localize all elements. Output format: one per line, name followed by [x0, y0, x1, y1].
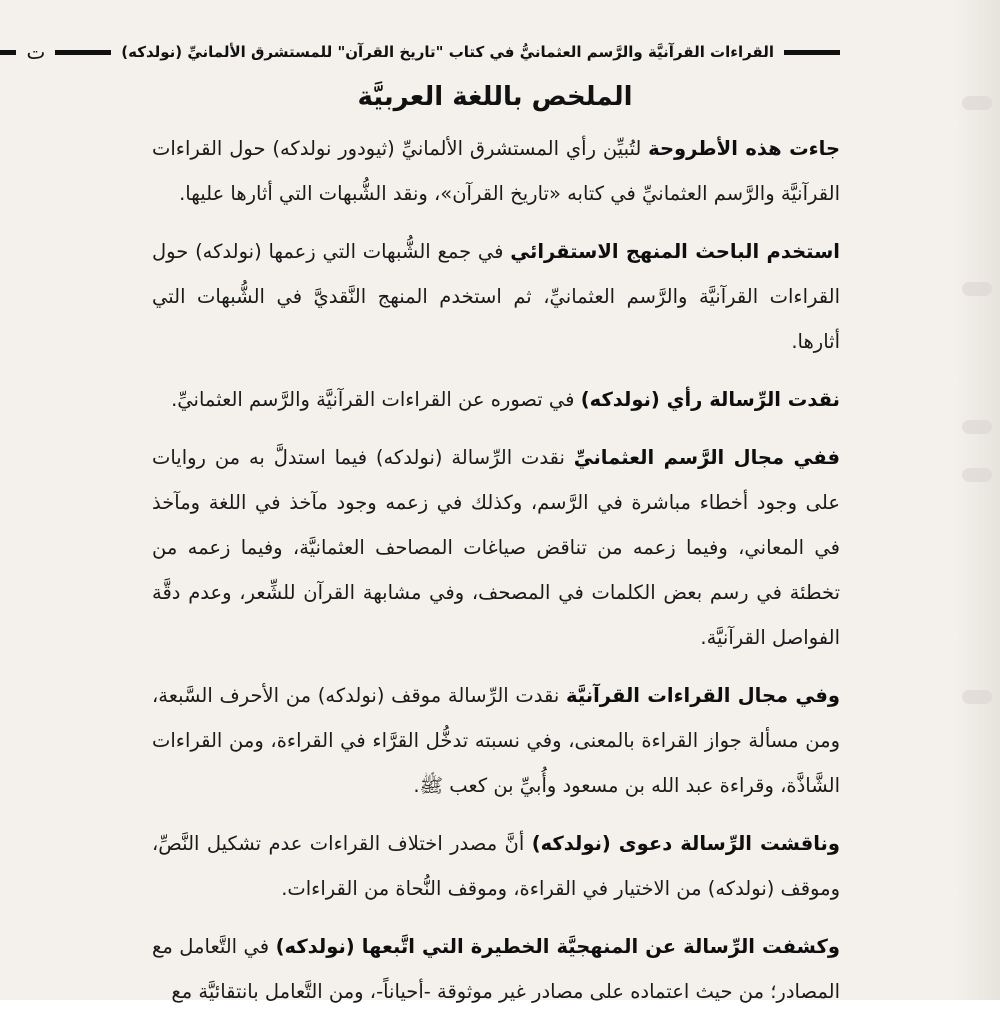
paragraph [152, 229, 840, 364]
paragraph-lead: نقدت الرِّسالة رأي (نولدكه) [580, 388, 840, 411]
paragraph-text: لتُبيِّن رأي المستشرق الألمانيِّ (ثيودور نولدكه) حول القراءات القرآنيَّة والرَّسم العثمانيِّ في كتابه «تاريخ القرآن»، ونقد الشُّبهات التي أثارها عليها. [152, 137, 840, 205]
page-marker: ت [26, 40, 46, 64]
header-rule-right [784, 50, 840, 55]
paragraph [152, 821, 840, 911]
paragraph [152, 126, 840, 216]
paragraph-lead: وناقشت الرِّسالة دعوى (نولدكه) [531, 832, 840, 855]
running-header [26, 38, 840, 66]
paragraph-text: في جمع الشُّبهات التي زعمها (نولدكه) حول القراءات القرآنيَّة والرَّسم العثمانيِّ، ثم استخدم المنهج النَّقديَّ في الشُّبهات التي أثارها. [152, 240, 840, 353]
bleed-mark [962, 420, 992, 434]
paragraph-lead: وفي مجال القراءات القرآنيَّة [566, 684, 840, 707]
bleed-mark [962, 282, 992, 296]
paragraph [152, 377, 840, 422]
paragraph [152, 924, 840, 1014]
paragraph [152, 435, 840, 660]
summary-body [152, 126, 840, 1027]
header-rule-left [0, 50, 16, 55]
bleed-mark [962, 96, 992, 110]
paragraph-lead: ففي مجال الرَّسم العثمانيِّ [573, 446, 840, 469]
facing-page-bleed [954, 0, 1000, 1000]
paragraph-lead: وكشفت الرِّسالة عن المنهجيَّة الخطيرة التي اتَّبعها (نولدكه) [275, 935, 840, 958]
paragraph-text: في تصوره عن القراءات القرآنيَّة والرَّسم العثمانيِّ. [171, 388, 581, 411]
running-title: القراءات القرآنيَّة والرَّسم العثمانيُّ في كتاب "تاريخ القرآن" للمستشرق الألمانيِّ (نولدكه) [121, 43, 774, 61]
paragraph-text: في التَّعامل مع المصادر؛ من حيث اعتماده على مصادر غير موثوقة -أحياناً-، ومن التَّعامل بانتقائيَّة مع [152, 935, 840, 1003]
paragraph-text: أنَّ مصدر اختلاف القراءات عدم تشكيل النَّصِّ، وموقف (نولدكه) من الاختيار في القراءة، وموقف النُّحاة من القراءات. [152, 832, 840, 900]
paragraph-text: نقدت الرِّسالة موقف (نولدكه) من الأحرف السَّبعة، ومن مسألة جواز القراءة بالمعنى، وفي نسبته تدخُّل القرَّاء في القراءة، ومن القراءات الشَّاذَّة، وقراءة عبد الله بن مسعود وأُبيِّ بن كعب ﷺ. [152, 684, 840, 797]
header-rule-middle [55, 50, 111, 55]
paragraph [152, 673, 840, 808]
paragraph-lead: استخدم الباحث المنهج الاستقرائي [510, 240, 840, 263]
summary-heading: الملخص باللغة العربيَّة [357, 82, 633, 112]
paragraph-text: نقدت الرِّسالة (نولدكه) فيما استدلَّ به من روايات على وجود أخطاء مباشرة في الرَّسم، وكذلك في زعمه وجود مآخذ في اللغة ومآخذ في المعاني، وفيما زعمه من تناقض صياغات المصاحف العثمانيَّة، وفيما زعمه من تخطئة في رسم بعض الكلمات في المصحف، وفي مشابهة القرآن للشِّعر، وعدم دقَّة الفواصل القرآنيَّة. [152, 446, 840, 649]
bleed-mark [962, 468, 992, 482]
bleed-mark [962, 690, 992, 704]
paragraph-lead: جاءت هذه الأطروحة [648, 137, 841, 160]
